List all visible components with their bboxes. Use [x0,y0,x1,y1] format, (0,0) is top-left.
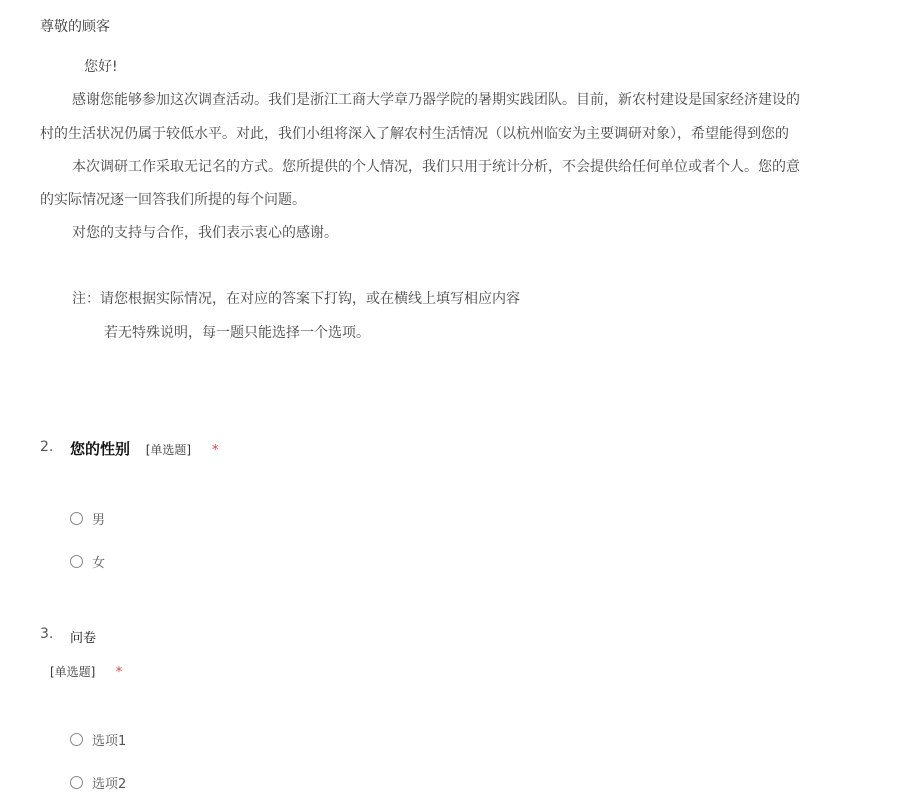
intro-paragraph-line-4: 的实际情况逐一回答我们所提的每个问题。 [40,192,306,208]
intro-title: 尊敬的顾客 [40,19,110,35]
question-title: 您的性别 [70,440,131,458]
intro-note-line-2: 若无特殊说明，每一题只能选择一个选项。 [104,325,370,341]
radio-button[interactable] [70,512,83,525]
intro-greeting: 您好! [84,59,118,75]
intro-paragraph-line-3: 本次调研工作采取无记名的方式。您所提供的个人情况，我们只用于统计分析，不会提供给任何单位或者个人。您的意 [72,159,800,175]
required-marker: * [115,665,123,680]
required-marker: * [211,443,219,458]
question-number: 2. [40,439,54,455]
intro-paragraph-line-2: 村的生活状况仍属于较低水平。对此，我们小组将深入了解农村生活情况（以杭州临安为主要调研对象），希望能得到您的 [40,126,789,142]
question-number: 3. [40,626,54,642]
option-label[interactable]: 选项1 [92,733,127,749]
intro-thanks: 对您的支持与合作，我们表示衷心的感谢。 [72,225,338,241]
question-title: 问卷 [70,631,97,646]
option-male[interactable] [70,509,105,527]
option-2[interactable] [70,773,126,791]
intro-paragraph-line-1: 感谢您能够参加这次调查活动。我们是浙江工商大学章乃器学院的暑期实践团队。目前，新农村建设是国家经济建设的 [72,92,800,108]
question-meta-row [50,661,122,680]
radio-button[interactable] [70,776,83,789]
question-type-badge: [单选题] [50,665,96,679]
question-type-badge: [单选题] [145,443,192,457]
option-1[interactable] [70,730,126,748]
option-label[interactable]: 男 [92,512,106,528]
radio-button[interactable] [70,733,83,746]
option-label[interactable]: 选项2 [92,776,127,792]
intro-note-line-1: 注：请您根据实际情况，在对应的答案下打钩，或在横线上填写相应内容 [72,291,520,307]
option-female[interactable] [70,552,105,570]
option-label[interactable]: 女 [92,555,106,571]
question-title-row [70,438,218,459]
radio-button[interactable] [70,555,83,568]
